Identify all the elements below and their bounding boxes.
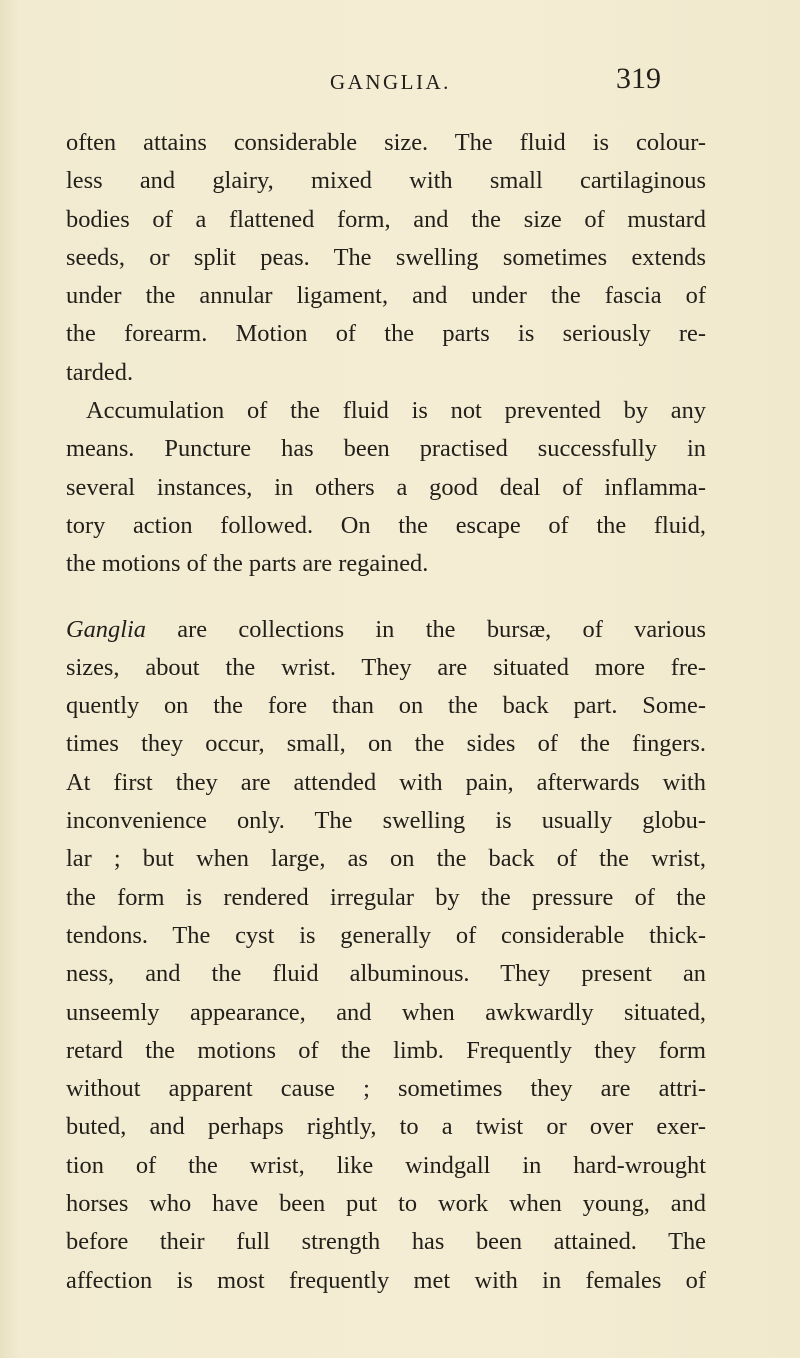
text-line: buted, and perhaps rightly, to a twist or over exer- — [66, 1113, 706, 1141]
text-line: under the annular ligament, and under the fascia of — [66, 282, 706, 310]
text-line: times they occur, small, on the sides of the fingers. — [66, 730, 706, 758]
text-line: less and glairy, mixed with small cartilaginous — [66, 167, 706, 195]
page-header — [0, 62, 800, 102]
body-text — [66, 124, 706, 1300]
running-head: GANGLIA. — [330, 70, 451, 94]
text-line: sizes, about the wrist. They are situated more fre- — [66, 653, 706, 681]
text-line: affection is most frequently met with in females of — [66, 1266, 706, 1294]
page-number: 319 — [616, 62, 661, 95]
text-line: tion of the wrist, like windgall in hard-wrought — [66, 1151, 706, 1179]
paragraph-spacer — [66, 584, 706, 611]
text-line: without apparent cause ; sometimes they are attri- — [66, 1075, 706, 1103]
paragraph-3 — [66, 611, 706, 1300]
text-line: inconvenience only. The swelling is usually globu- — [66, 807, 706, 835]
text-line: quently on the fore than on the back part. Some- — [66, 692, 706, 720]
lead-term: Ganglia — [66, 615, 146, 643]
text-line: the motions of the parts are regained. — [66, 550, 429, 578]
text-line: unseemly appearance, and when awkwardly situated, — [66, 998, 706, 1026]
text-line: the form is rendered irregular by the pressure of the — [66, 883, 706, 911]
text-line: tory action followed. On the escape of the fluid, — [66, 511, 706, 539]
text-line: At first they are attended with pain, afterwards with — [66, 768, 706, 796]
text-line: often attains considerable size. The fluid is colour- — [66, 129, 706, 156]
text-line: tendons. The cyst is generally of considerable thick- — [66, 921, 706, 949]
text-line: means. Puncture has been practised successfully in — [66, 435, 706, 463]
lead-line-text: are collections in the bursæ, of various — [145, 615, 706, 643]
text-line: lar ; but when large, as on the back of the wrist, — [66, 845, 706, 873]
text-line: ness, and the fluid albuminous. They present an — [66, 960, 706, 988]
text-line: seeds, or split peas. The swelling sometimes extends — [66, 243, 706, 271]
paragraph-1 — [66, 124, 706, 392]
text-line: the forearm. Motion of the parts is seriously re- — [66, 320, 706, 348]
text-line: several instances, in others a good deal of inflamma- — [66, 473, 706, 501]
text-line: Accumulation of the fluid is not prevented by any — [86, 397, 706, 425]
paragraph-2 — [66, 392, 706, 583]
text-line: before their full strength has been attained. The — [66, 1228, 706, 1256]
text-line: tarded. — [66, 358, 134, 386]
text-line: retard the motions of the limb. Frequently they form — [66, 1036, 706, 1064]
text-line: bodies of a flattened form, and the size of mustard — [66, 205, 706, 233]
text-line: horses who have been put to work when young, and — [66, 1190, 706, 1218]
text-line-with-lead — [66, 611, 706, 649]
